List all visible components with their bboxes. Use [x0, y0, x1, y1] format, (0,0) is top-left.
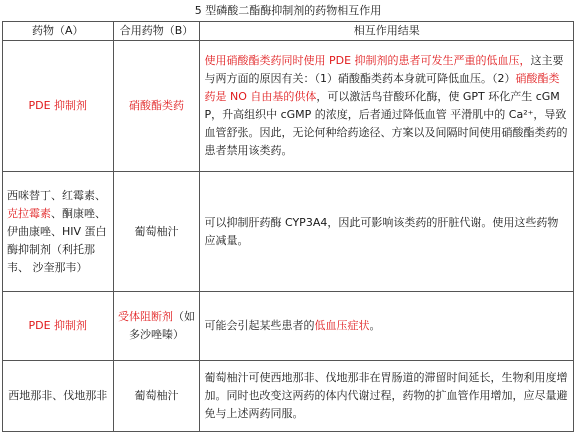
- header-result: 相互作用结果: [200, 22, 574, 41]
- header-drug-b: 合用药物（B）: [113, 22, 200, 41]
- result-text: 这主要与两方面的原因有关：（1）硝酸酯类药本身就可降低血压。（2）: [204, 54, 564, 85]
- result-text: 。: [369, 319, 381, 332]
- result-cell: 可以抑制肝药酶 CYP3A4，因此可影响该类药的肝脏代谢。使用这些药物应减量。: [200, 172, 574, 292]
- drug-b-cell: 硝酸酯类药: [113, 41, 200, 172]
- table-row: [3, 41, 574, 172]
- drug-b-cell: [113, 292, 200, 361]
- table-row: [3, 292, 574, 361]
- result-highlight: 使用硝酸酯类药同时使用 PDE 抑制剂的患者可发生严重的低血压，: [204, 54, 531, 67]
- drug-a-cell: [3, 172, 114, 292]
- result-cell: [200, 41, 574, 172]
- drug-b-cell: 葡萄柚汁: [113, 361, 200, 432]
- drug-b-text: （如多沙唑嗪）: [129, 310, 195, 341]
- drug-a-cell: PDE 抑制剂: [3, 292, 114, 361]
- drug-a-text: 西咪替丁、红霉素、: [7, 188, 106, 202]
- drug-a-cell: PDE 抑制剂: [3, 41, 114, 172]
- result-cell: 葡萄柚汁可使西地那非、伐地那非在胃肠道的滞留时间延长，生物利用度增加。同时也改变这两药的体内代谢过程，药物的扩血管作用增加，应尽量避免与上述两药同服。: [200, 361, 574, 432]
- drug-a-highlight: 克拉霉素: [7, 206, 51, 220]
- table-row: [3, 172, 574, 292]
- drug-a-text: 、酮康唑、伊曲康唑、HIV 蛋白酶抑制剂（利托那韦、 沙奎那韦）: [7, 206, 107, 274]
- result-text: 可能会引起某些患者的: [204, 319, 315, 332]
- result-highlight: 低血压症状: [314, 319, 370, 332]
- interaction-table: [2, 21, 574, 432]
- result-text: ，可以激活鸟苷酸环化酶，使 GPT 环化产生 cGMP，升高组织中 cGMP 的浓度，后者通过降低血管 平滑肌中的 Ca²⁺，导致血管舒张。因此，无论何种给药途径、方案以及间隔时间使用硝酸酯类药的患者禁用该类药。: [204, 90, 568, 157]
- page-title: 5 型磷酸二酯酶抑制剂的药物相互作用: [194, 4, 382, 17]
- drug-b-cell: 葡萄柚汁: [113, 172, 200, 292]
- table-header-row: [3, 22, 574, 41]
- header-drug-a: 药物（A）: [3, 22, 114, 41]
- table-row: [3, 361, 574, 432]
- drug-a-cell: 西地那非、伐地那非: [3, 361, 114, 432]
- result-highlight: 硝酸酯类药是 NO 自由基的供体: [204, 72, 560, 103]
- result-cell: [200, 292, 574, 361]
- drug-b-highlight: 受体阻断剂: [118, 310, 173, 323]
